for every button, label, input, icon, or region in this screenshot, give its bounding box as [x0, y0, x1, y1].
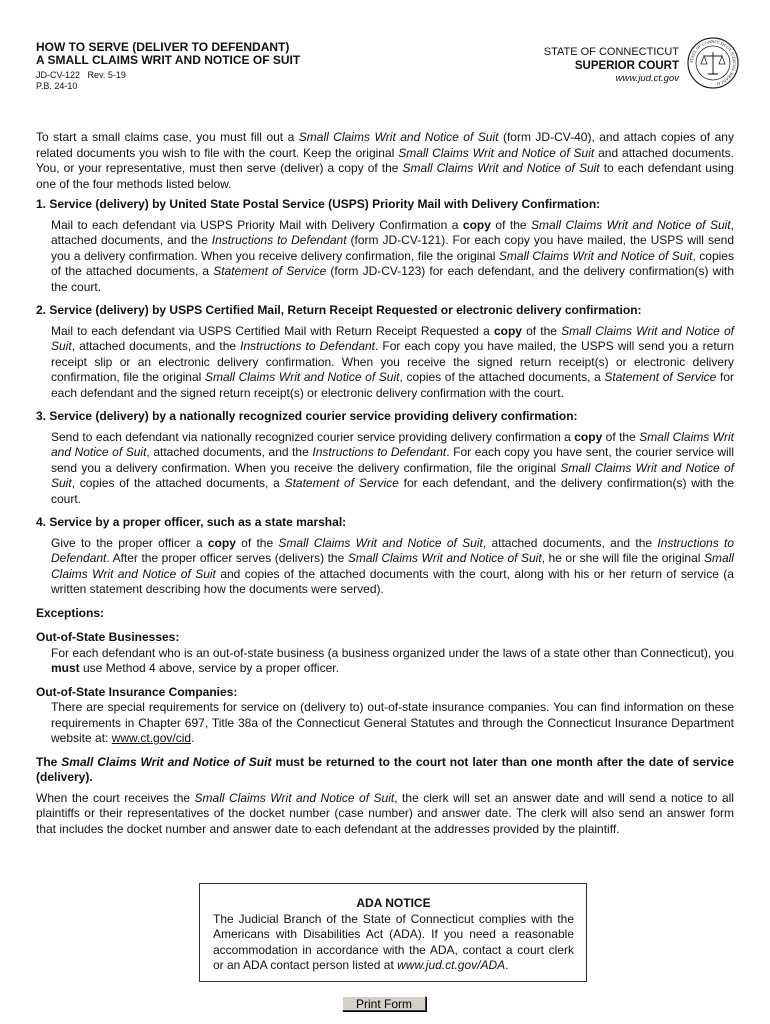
section-4-text: Give to the proper officer a copy of the Small Claims Writ and Notice of Suit, attached documents, and the Instructions to Defendant. After the proper officer serves (delivers) the Small Claims Writ and Notice of Suit, he or she will file the original Small Claims Writ and Notice of Suit and copies of the attached documents with the court, along with his or her return of service (a written statement describing how the documents were served).	[51, 535, 734, 596]
out-of-state-business-heading: Out-of-State Businesses:	[36, 630, 180, 644]
exceptions-heading: Exceptions:	[36, 605, 105, 620]
ada-notice-box	[199, 883, 587, 982]
state-name: STATE OF CONNECTICUT	[543, 46, 679, 58]
instructions-body	[36, 130, 734, 837]
court-header	[544, 46, 679, 85]
out-of-state-insurance-text: There are special requirements for service on (delivery to) out-of-state insurance companies. You can find information on these requirements in Chapter 697, Title 38a of the Connecticut General Statutes and through the Connecticut Insurance Department website at: www.ct.gov/cid.	[51, 700, 734, 745]
form-title-line2: A SMALL CLAIMS WRIT AND NOTICE OF SUIT	[36, 53, 301, 67]
print-form-button[interactable]: Print Form	[342, 996, 426, 1011]
out-of-state-insurance-heading: Out-of-State Insurance Companies:	[36, 684, 238, 699]
section-2-heading: 2. Service (delivery) by USPS Certified Mail, Return Receipt Requested or electronic delivery confirmation:	[36, 303, 642, 317]
intro-paragraph: To start a small claims case, you must fill out a Small Claims Writ and Notice of Suit (form JD-CV-40), and attach copies of any related documents you wish to file with the court. Keep the original Small Claims Writ and Notice of Suit and attached documents. You, or your representative, must then serve (deliver) a copy of the Small Claims Writ and Notice of Suit to each defendant using one of the four methods listed below.	[36, 130, 734, 191]
section-4-heading: 4. Service by a proper officer, such as a state marshal:	[36, 515, 347, 529]
out-of-state-business-text: For each defendant who is an out-of-state business (a business organized under the laws of a state other than Connecticut), you must use Method 4 above, service by a proper officer.	[51, 645, 734, 675]
section-1-text: Mail to each defendant via USPS Priority Mail with Delivery Confirmation a copy of the Small Claims Writ and Notice of Suit, attached documents, and the Instructions to Defendant (form JD-CV-121). For each copy you have mailed, the USPS will send you a delivery confirmation. When you receive delivery confirmation, file the original Small Claims Writ and Notice of Suit, copies of the attached documents, a Statement of Service (form JD-CV-123) for each defendant, and the delivery confirmation(s) with the court.	[51, 217, 735, 294]
ct-insurance-link[interactable]: www.ct.gov/cid	[111, 731, 192, 745]
form-title-line1: HOW TO SERVE (DELIVER TO DEFENDANT)	[36, 40, 290, 54]
form-number: JD-CV-122	[36, 70, 81, 80]
section-3-text: Send to each defendant via nationally recognized courier service providing delivery confirmation a copy of the Small Claims Writ and Notice of Suit, attached documents, and the Instructions to Defendant. For each copy you have sent, the courier service will send you a delivery confirmation. When you receive the delivery confirmation, file the original Small Claims Writ and Notice of Suit, copies of the attached documents, a Statement of Service for each defendant, and the delivery confirmation(s) with the court.	[51, 429, 735, 506]
section-2-text: Mail to each defendant via USPS Certified Mail with Return Receipt Requested a copy of the Small Claims Writ and Notice of Suit, attached documents, and the Instructions to Defendant. For each copy you have mailed, the USPS will send you a return receipt slip or an electronic delivery confirmation. When you receive the signed return receipt(s) or electronic delivery confirmation, file the original Small Claims Writ and Notice of Suit, copies of the attached documents, a Statement of Service for each defendant and the signed return receipt(s) or electronic delivery confirmation with the court.	[51, 323, 735, 400]
court-name: SUPERIOR COURT	[574, 60, 679, 72]
ada-notice-text: The Judicial Branch of the State of Connecticut complies with the Americans with Disabilities Act (ADA). If you need a reasonable accommodation in accordance with the ADA, contact a court clerk or an ADA contact person listed at www.jud.ct.gov/ADA.	[213, 911, 574, 972]
court-website: www.jud.ct.gov	[615, 73, 679, 84]
section-3-heading: 3. Service (delivery) by a nationally recognized courier service providing delivery confirmation:	[36, 409, 578, 423]
ada-notice-title: ADA NOTICE	[356, 896, 431, 910]
form-header	[36, 41, 300, 92]
form-id-row	[36, 70, 300, 81]
return-deadline-notice: The Small Claims Writ and Notice of Suit must be returned to the court not later than one month after the date of service (delivery).	[36, 754, 735, 784]
judicial-seal-icon	[687, 37, 739, 89]
seal-text: STATE OF CONNECTICUT JUDICIAL BRANCH	[688, 38, 738, 87]
practice-book-ref: P.B. 24-10	[36, 81, 78, 91]
ada-link[interactable]: www.jud.ct.gov/ADA	[397, 958, 506, 972]
closing-paragraph: When the court receives the Small Claims Writ and Notice of Suit, the clerk will set an answer date and will send a notice to all plaintiffs or their representatives of the docket number (case number) and answer date. The clerk will also send an answer form that includes the docket number and answer date to each defendant at the addresses provided by the plaintiff.	[36, 790, 734, 836]
form-revision: Rev. 5-19	[87, 70, 126, 80]
section-1-heading: 1. Service (delivery) by United State Postal Service (USPS) Priority Mail with Delivery Confirmation:	[36, 197, 601, 211]
